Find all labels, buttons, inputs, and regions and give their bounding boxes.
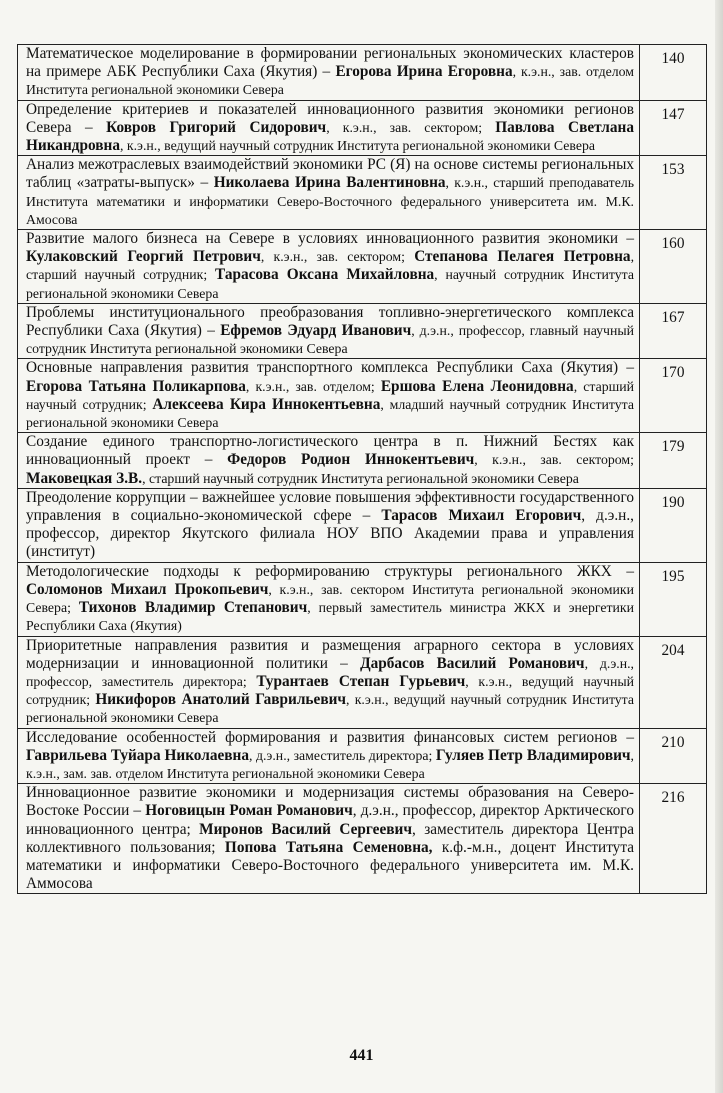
author-name: Тихонов Владимир Степанович	[78, 599, 308, 617]
entry-page-number: 140	[640, 45, 707, 101]
contents-entry-row	[18, 562, 707, 636]
entry-title-text: Определение критериев и показателей инновационного развития экономики регионов Севера –	[26, 100, 634, 136]
author-details: , к.э.н., ведущий научный сотрудник Института региональной экономики Севера	[26, 692, 635, 726]
author-details: , старший научный сотрудник;	[26, 378, 634, 412]
contents-entry-row	[18, 303, 707, 359]
author-name: Павлова Светлана Никандровна	[26, 118, 634, 155]
author-name: Николаева Ирина Валентиновна	[213, 174, 446, 192]
author-name: Ноговицын Роман Романович	[145, 802, 353, 820]
entry-description	[18, 488, 640, 562]
author-details: , старший научный сотрудник Института региональной экономики Севера	[142, 470, 579, 486]
entry-title-text: Основные направления развития транспортного комплекса Республики Саха (Якутия) –	[26, 359, 634, 377]
author-details: , к.э.н., зав. сектором;	[326, 119, 496, 135]
author-name: Ковров Григорий Сидорович	[106, 118, 327, 136]
author-name: Степанова Пелагея Петровна	[414, 248, 631, 266]
author-name: Егорова Татьяна Поликарпова	[26, 377, 246, 395]
author-details: , д.э.н., заместитель директора;	[249, 747, 436, 763]
entry-description	[18, 728, 640, 784]
entry-title-text: Математическое моделирование в формировании региональных экономических кластеров на примере АБК Республики Саха (Якутия) –	[26, 45, 634, 81]
author-name: Никифоров Анатолий Гаврильевич	[95, 691, 347, 709]
entry-page-number: 190	[640, 488, 707, 562]
contents-entry-row	[18, 433, 707, 489]
entry-page-number: 147	[640, 100, 707, 156]
entry-title-text: Инновационное развитие экономики и модернизация системы образования на Северо-Востоке России –	[26, 784, 634, 820]
entry-description	[18, 303, 640, 359]
author-name: Егорова Ирина Егоровна	[335, 63, 513, 81]
author-name: Маковецкая З.В.	[26, 469, 143, 487]
contents-entry-row	[18, 100, 707, 156]
author-details: , д.э.н., профессор, главный научный сотрудник Института региональной экономики Севера	[26, 323, 634, 357]
author-details: , к.э.н., зав. сектором Института региональной экономики Севера;	[26, 581, 634, 616]
author-details: , научный сотрудник Института региональной экономики Севера	[26, 267, 635, 301]
entry-description	[18, 359, 640, 433]
entry-page-number: 204	[640, 636, 707, 728]
entry-page-number: 160	[640, 230, 707, 304]
entry-title-text: , д.э.н., профессор, директор Якутского филиала НОУ ВПО Академии права и управления (институт)	[26, 507, 635, 561]
author-name: Ефремов Эдуард Иванович	[220, 322, 412, 340]
entry-description	[18, 100, 640, 156]
contents-entry-row	[18, 230, 707, 304]
contents-entry-row	[18, 784, 707, 894]
author-details: , старший научный сотрудник;	[26, 249, 635, 283]
entry-description	[18, 784, 640, 894]
contents-entry-row	[18, 45, 707, 101]
author-name: Попова Татьяна Семеновна,	[224, 838, 433, 856]
author-details: , к.э.н., зав. отделом Института региональной экономики Севера	[26, 64, 634, 98]
author-name: Кулаковский Георгий Петрович	[26, 248, 261, 266]
entry-title-text: Преодоление коррупции – важнейшее условие повышения эффективности государственного управления в социально-экономической сфере –	[26, 488, 634, 525]
author-details: , к.э.н., зам. зав. отделом Института региональной экономики Севера	[26, 747, 634, 781]
author-details: , к.э.н., зав. сектором;	[474, 452, 634, 468]
entry-description	[18, 45, 640, 101]
entry-title-text: к.ф.-м.н., доцент Института математики и информатики Северо-Восточного федерального университета им. М.К. Аммосова	[26, 838, 634, 893]
entry-description	[18, 156, 640, 230]
entry-description	[18, 636, 640, 728]
entry-page-number: 179	[640, 433, 707, 489]
entry-title-text: , заместитель директора Центра коллективного пользования;	[26, 820, 634, 856]
author-details: , к.э.н., ведущий научный сотрудник Института региональной экономики Севера	[120, 138, 595, 154]
entry-title-text: Исследование особенностей формирования и развития финансовых систем регионов –	[26, 728, 634, 746]
entry-title-text: Развитие малого бизнеса на Севере в условиях инновационного развития экономики –	[26, 230, 634, 248]
author-name: Гуляев Петр Владимирович	[435, 746, 631, 764]
author-name: Алексеева Кира Иннокентьевна	[152, 395, 381, 413]
author-details: , к.э.н., зав. отделом;	[245, 378, 381, 394]
contents-entry-row	[18, 156, 707, 230]
contents-table	[17, 44, 707, 894]
entry-title-text: Анализ межотраслевых взаимодействий экономики РС (Я) на основе системы региональных таблиц «затраты-выпуск» –	[26, 156, 634, 192]
author-details: , к.э.н., зав. сектором;	[260, 249, 415, 265]
author-name: Миронов Василий Сергеевич	[199, 820, 412, 838]
entry-description	[18, 230, 640, 304]
author-details: , д.э.н., профессор, заместитель директора;	[26, 655, 634, 689]
entry-title-text: , д.э.н., профессор, директор Арктического инновационного центра;	[26, 802, 634, 838]
author-details: , к.э.н., ведущий научный сотрудник;	[26, 673, 634, 708]
entry-page-number: 170	[640, 359, 707, 433]
contents-entry-row	[18, 728, 707, 784]
contents-entry-row	[18, 359, 707, 433]
entry-page-number: 216	[640, 784, 707, 894]
author-details: , младший научный сотрудник Института региональной экономики Севера	[26, 396, 634, 431]
author-name: Тарасова Оксана Михайловна	[215, 266, 435, 284]
entry-description	[18, 433, 640, 489]
entry-description	[18, 562, 640, 636]
contents-entry-row	[18, 488, 707, 562]
contents-entry-row	[18, 636, 707, 728]
entry-title-text: Проблемы институционального преобразования топливно-энергетического комплекса Республики Саха (Якутия) –	[26, 303, 634, 340]
author-name: Дарбасов Василий Романович	[360, 654, 585, 672]
author-name: Турантаев Степан Гурьевич	[256, 672, 466, 690]
author-name: Тарасов Михаил Егорович	[381, 507, 582, 525]
entry-title-text: Приоритетные направления развития и размещения аграрного сектора в условиях модернизации и инновационной политики –	[26, 636, 634, 672]
entry-page-number: 153	[640, 156, 707, 230]
entry-title-text: Методологические подходы к реформированию структуры регионального ЖКХ –	[26, 562, 634, 580]
author-details: , к.э.н., старший преподаватель Института математики и информатики Северо-Восточного федерального университета им. М.К. Амосова	[26, 175, 634, 227]
entry-page-number: 195	[640, 562, 707, 636]
author-details: , первый заместитель министра ЖКХ и энергетики Республики Саха (Якутия)	[26, 600, 635, 634]
entry-page-number: 167	[640, 303, 707, 359]
entry-title-text: Создание единого транспортно-логистического центра в п. Нижний Бестях как инновационный проект –	[26, 433, 634, 469]
author-name: Гаврильева Туйара Николаевна	[26, 746, 249, 764]
author-name: Федоров Родион Иннокентьевич	[227, 451, 475, 469]
page-number: 441	[349, 1047, 374, 1064]
author-name: Соломонов Михаил Прокопьевич	[26, 580, 269, 598]
entry-page-number: 210	[640, 728, 707, 784]
author-name: Ершова Елена Леонидовна	[380, 377, 574, 395]
page-edge-shadow	[715, 0, 723, 1093]
